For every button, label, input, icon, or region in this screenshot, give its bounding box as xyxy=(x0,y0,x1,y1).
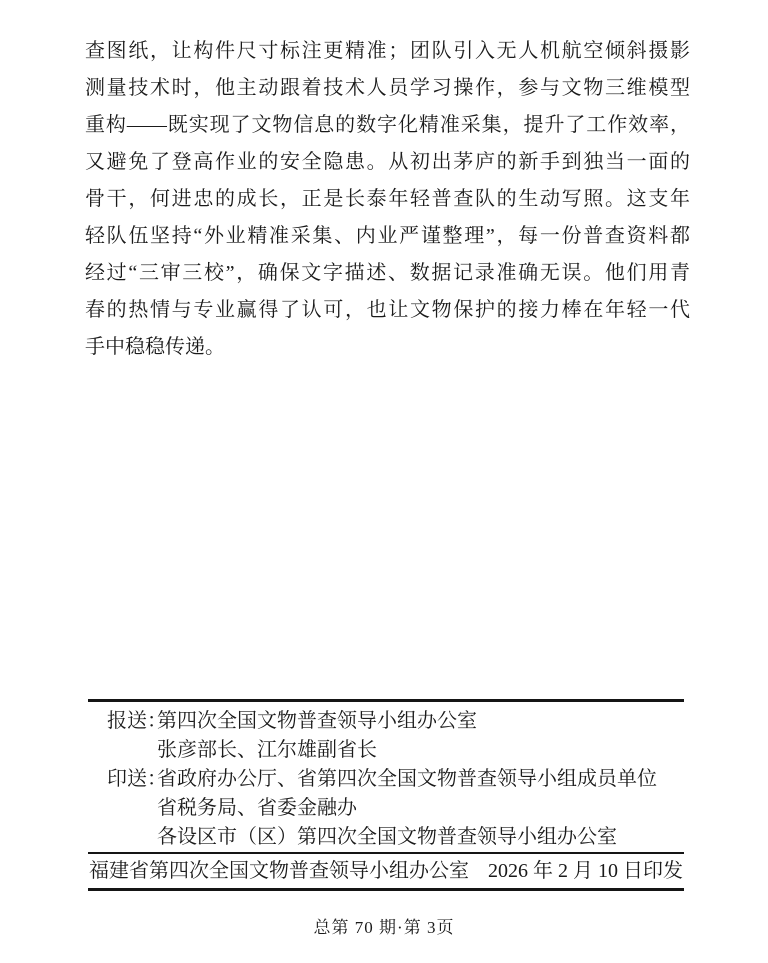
distribution-row xyxy=(88,823,684,852)
distribution-row xyxy=(88,736,684,765)
body-line: 轻队伍坚持“外业精准采集、内业严谨整理”，每一份普查资料都 xyxy=(85,225,690,247)
body-line: 春的热情与专业赢得了认可，也让文物保护的接力棒在年轻一代 xyxy=(85,299,690,321)
distribution-content: 省税务局、省委金融办 xyxy=(157,797,357,819)
body-line: 测量技术时，他主动跟着技术人员学习操作，参与文物三维模型 xyxy=(85,77,690,99)
body-line: 手中稳稳传递。 xyxy=(85,336,225,358)
distribution-content: 各设区市（区）第四次全国文物普查领导小组办公室 xyxy=(157,826,617,848)
body-line: 重构——既实现了文物信息的数字化精准采集，提升了工作效率， xyxy=(85,114,690,136)
distribution-content: 第四次全国文物普查领导小组办公室 xyxy=(157,710,477,732)
distribution-list xyxy=(88,702,684,852)
issuing-office: 福建省第四次全国文物普查领导小组办公室 xyxy=(89,860,469,882)
distribution-row-submit xyxy=(88,707,684,736)
page-number: 总第 70 期·第 3页 xyxy=(313,918,455,937)
body-line: 又避免了登高作业的安全隐患。从初出茅庐的新手到独当一面的 xyxy=(85,151,690,173)
print-date: 2026 年 2 月 10 日印发 xyxy=(488,860,683,882)
colophon-block xyxy=(88,699,684,891)
distribution-content: 省政府办公厅、省第四次全国文物普查领导小组成员单位 xyxy=(157,768,657,790)
distribution-label: 报送： xyxy=(107,710,167,732)
body-line: 骨干，何进忠的成长，正是长泰年轻普查队的生动写照。这支年 xyxy=(85,188,690,210)
distribution-content: 张彦部长、江尔雄副省长 xyxy=(157,739,377,761)
distribution-label: 印送： xyxy=(107,768,167,790)
body-line: 查图纸，让构件尺寸标注更精准；团队引入无人机航空倾斜摄影 xyxy=(85,40,690,62)
body-paragraph xyxy=(85,33,690,366)
distribution-row xyxy=(88,794,684,823)
issuer-line xyxy=(88,852,684,888)
distribution-row-print xyxy=(88,765,684,794)
body-line: 经过“三审三校”，确保文字描述、数据记录准确无误。他们用青 xyxy=(85,262,690,284)
